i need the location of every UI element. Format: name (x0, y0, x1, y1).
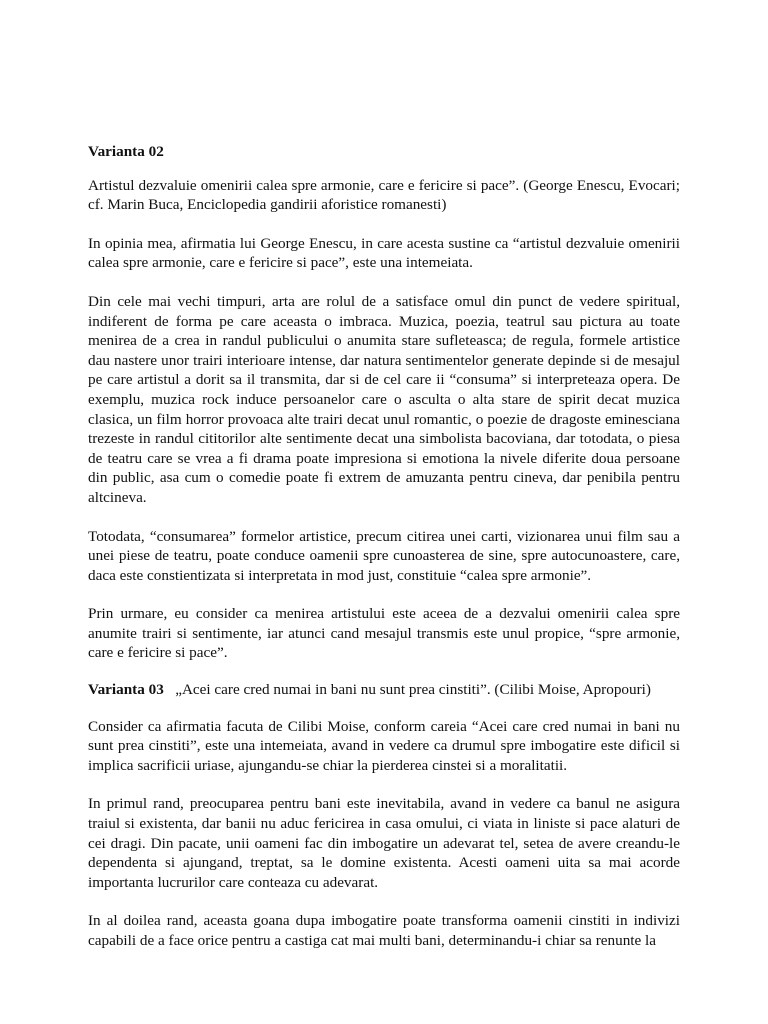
paragraph-argument-arts: Din cele mai vechi timpuri, arta are rolul de a satisface omul din punct de vedere spiritual, indiferent de forma pe care aceasta o imbraca. Muzica, poezia, teatrul sau pictura au toate menirea de a crea in randul publicului o anumita stare sufleteasca; de regula, formele artistice dau nastere unor trairi interioare intense, dar natura sentimentelor generate depinde si de mesajul pe care artistul a dorit sa il transmita, dar si de cel care ii “consuma” si interpreteaza opera. De exemplu, muzica rock induce persoanelor care o asculta o alta stare de spirit decat muzica clasica, un film horror provoaca alte trairi decat unul romantic, o poezie de dragoste eminesciana trezeste in randul cititorilor alte sentimente decat una simbolista bacoviana, dar totodata, o piesa de teatru care se vrea a fi drama poate impresiona si emotiona la nivele diferite doua persoane din public, asa cum o comedie poate fi extrem de amuzanta pentru cineva, dar penibila pentru altcineva. (88, 292, 680, 506)
paragraph-opinion: In opinia mea, afirmatia lui George Enescu, in care acesta sustine ca “artistul dezvaluie omenirii calea spre armonie, care e fericire si pace”, este una intemeiata. (88, 234, 680, 272)
paragraph-first-point: In primul rand, preocuparea pentru bani este inevitabila, avand in vedere ca banul ne asigura traiul si existenta, dar banii nu aduc fericirea in casa omului, ci viata in liniste si pace alaturi de cei dragi. Din pacate, unii oameni fac din imbogatire un adevarat tel, setea de avere creandu-le dependenta si ajungand, treptat, sa le domine existenta. Acesti oameni uita sa mai acorde importanta lucrurilor care conteaza cu adevarat. (88, 795, 680, 891)
paragraph-consider-cilibi: Consider ca afirmatia facuta de Cilibi Moise, conform careia “Acei care cred numai in bani nu sunt prea cinstiti”, este una intemeiata, avand in vedere ca drumul spre imbogatire este dificil si implica sacrificii uriase, ajungandu-se chiar la pierderea cinstei si a moralitatii. (88, 717, 680, 774)
paragraph-consumption: Totodata, “consumarea” formelor artistice, precum citirea unei carti, vizionarea unui film sau a unei piese de teatru, poate conduce oamenii spre cunoasterea de sine, spre autocunoastere, care, daca este constientizata si interpretata in mod just, constituie “calea spre armonie”. (88, 527, 680, 584)
paragraph-conclusion: Prin urmare, eu consider ca menirea artistului este aceea de a dezvalui omenirii calea spre anumite trairi si sentimente, iar atunci cand mesajul transmis este unul propice, “spre armonie, care e fericire si pace”. (88, 605, 680, 662)
heading-varianta-03-line (88, 680, 680, 700)
quote-cilibi-moise: „Acei care cred numai in bani nu sunt prea cinstiti”. (Cilibi Moise, Apropouri) (175, 681, 651, 699)
heading-varianta-03: Varianta 03 (88, 681, 164, 699)
paragraph-second-point: In al doilea rand, aceasta goana dupa imbogatire poate transforma oamenii cinstiti in indivizi capabili de a face orice pentru a castiga cat mai multi bani, determinandu-i chiar sa renunte la (88, 912, 680, 949)
document-page (88, 142, 680, 970)
heading-varianta-02: Varianta 02 (88, 143, 164, 160)
paragraph-quote-enescu: Artistul dezvaluie omenirii calea spre armonie, care e fericire si pace”. (George Enescu, Evocari; cf. Marin Buca, Enciclopedia gandirii aforistice romanesti) (88, 176, 680, 214)
